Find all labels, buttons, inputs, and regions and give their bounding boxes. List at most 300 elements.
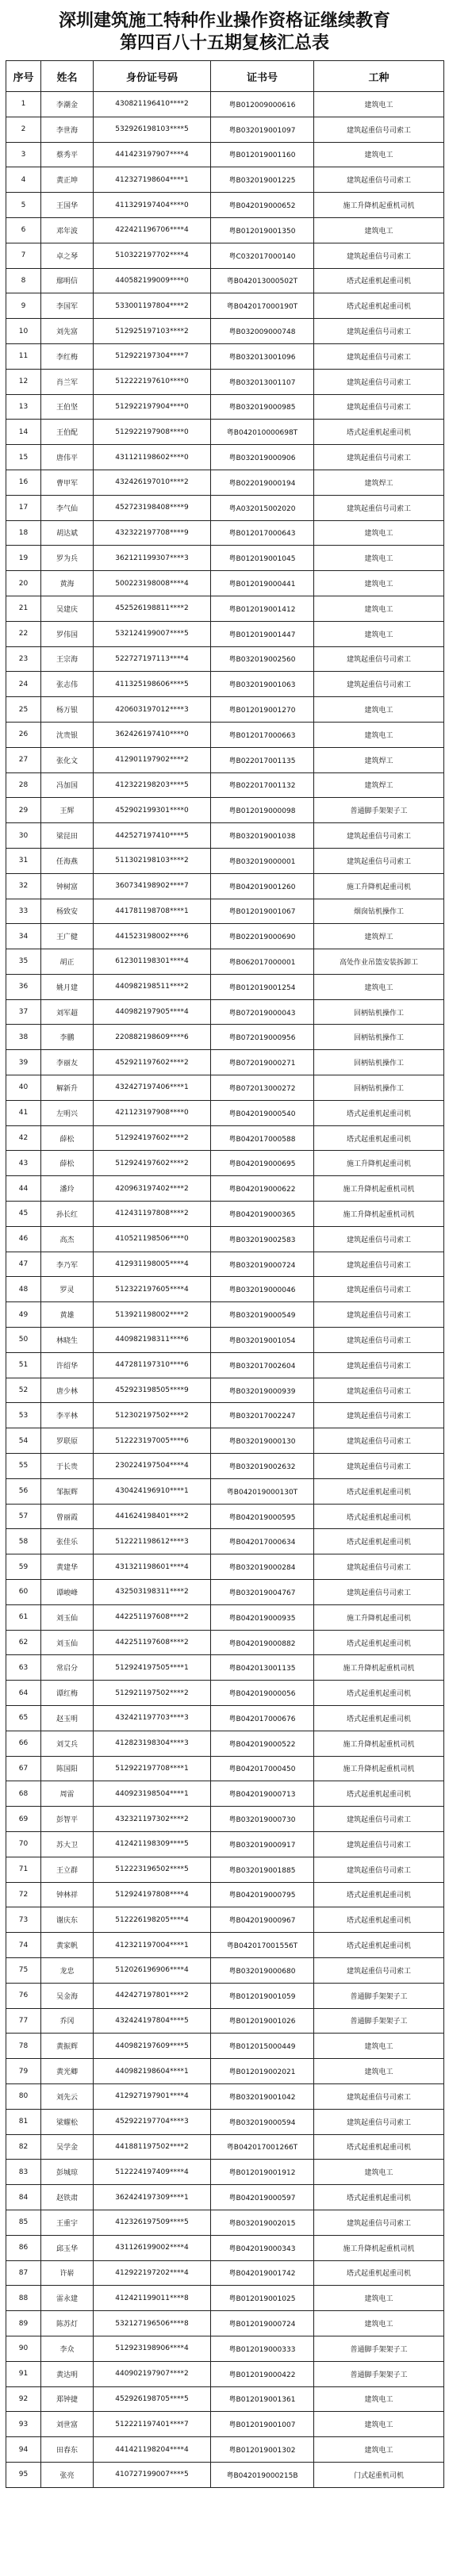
cell-job: 施工升降机起重司机 — [314, 1151, 444, 1176]
cell-job: 建筑起重信号司索工 — [314, 2109, 444, 2134]
cell-id: 442527197410****5 — [94, 823, 211, 849]
cell-no: 36 — [6, 974, 41, 999]
cell-job: 建筑电工 — [314, 571, 444, 596]
table-row — [6, 974, 444, 999]
review-summary-table — [6, 60, 444, 2488]
cell-job: 门式起重机司机 — [314, 2462, 444, 2487]
cell-id: 452922197704****3 — [94, 2109, 211, 2134]
table-row — [6, 2109, 444, 2134]
table-row — [6, 873, 444, 899]
table-row — [6, 2160, 444, 2185]
cell-no: 27 — [6, 747, 41, 772]
cell-no: 69 — [6, 1807, 41, 1832]
cell-name: 刘玉仙 — [41, 1604, 94, 1630]
cell-name: 刘玉仙 — [41, 1630, 94, 1655]
cell-cert: 粤B042019000522 — [211, 1731, 314, 1756]
cell-no: 16 — [6, 470, 41, 495]
cell-id: 362426197410****0 — [94, 722, 211, 747]
cell-cert: 粤B072019000271 — [211, 1050, 314, 1075]
cell-job: 建筑起重信号司索工 — [314, 1554, 444, 1580]
cell-cert: 粤B042019000343 — [211, 2235, 314, 2260]
cell-no: 17 — [6, 495, 41, 520]
cell-name: 许崭 — [41, 2260, 94, 2286]
cell-id: 220882198609****6 — [94, 1025, 211, 1050]
cell-cert: 粤B042019000967 — [211, 1907, 314, 1933]
cell-name: 吴建庆 — [41, 596, 94, 621]
table-row — [6, 1050, 444, 1075]
table-row — [6, 1277, 444, 1302]
cell-cert: 粤B032019002632 — [211, 1454, 314, 1479]
cell-id: 412922197202****4 — [94, 2260, 211, 2286]
cell-name: 邹振辉 — [41, 1478, 94, 1504]
table-row — [6, 2134, 444, 2160]
cell-id: 452902199301****0 — [94, 798, 211, 823]
cell-cert: 粤B012019000333 — [211, 2336, 314, 2361]
table-row — [6, 2210, 444, 2235]
cell-cert: 粤B032019000939 — [211, 1378, 314, 1403]
cell-job: 建筑电工 — [314, 2412, 444, 2437]
cell-job: 塔式起重机起重司机 — [314, 1125, 444, 1151]
cell-id: 412322198203****5 — [94, 772, 211, 798]
table-row — [6, 520, 444, 546]
cell-no: 74 — [6, 1933, 41, 1958]
cell-cert: 粤B042019000597 — [211, 2185, 314, 2210]
cell-job: 塔式起重机起重司机 — [314, 1882, 444, 1907]
table-row — [6, 1554, 444, 1580]
table-row — [6, 2437, 444, 2463]
cell-id: 512221197401****7 — [94, 2412, 211, 2437]
cell-id: 441881197502****2 — [94, 2134, 211, 2160]
cell-cert: 粤B042019000652 — [211, 193, 314, 218]
cell-cert: 粤B062017000001 — [211, 949, 314, 975]
cell-job: 建筑电工 — [314, 2059, 444, 2084]
table-row — [6, 1302, 444, 1328]
cell-name: 陈国阳 — [41, 1756, 94, 1781]
table-row — [6, 1226, 444, 1252]
table-row — [6, 117, 444, 142]
table-row — [6, 445, 444, 470]
cell-no: 39 — [6, 1050, 41, 1075]
cell-id: 440982197905****4 — [94, 999, 211, 1025]
cell-id: 412421199011****8 — [94, 2286, 211, 2311]
cell-name: 张化文 — [41, 747, 94, 772]
cell-name: 李气仙 — [41, 495, 94, 520]
cell-id: 441523198002****6 — [94, 924, 211, 949]
cell-id: 511302198103****2 — [94, 848, 211, 873]
cell-job: 建筑起重信号司索工 — [314, 1403, 444, 1428]
cell-name: 王重宇 — [41, 2210, 94, 2235]
cell-job: 建筑起重信号司索工 — [314, 1957, 444, 1983]
cell-no: 19 — [6, 546, 41, 571]
cell-name: 冯加国 — [41, 772, 94, 798]
table-row — [6, 1957, 444, 1983]
table-row — [6, 2286, 444, 2311]
cell-id: 500223198008****4 — [94, 571, 211, 596]
cell-no: 5 — [6, 193, 41, 218]
cell-no: 95 — [6, 2462, 41, 2487]
table-row — [6, 2311, 444, 2336]
cell-job: 建筑电工 — [314, 217, 444, 243]
cell-no: 94 — [6, 2437, 41, 2463]
cell-id: 430821196410****2 — [94, 92, 211, 117]
cell-name: 黄光卿 — [41, 2059, 94, 2084]
cell-id: 512924197505****1 — [94, 1655, 211, 1681]
cell-name: 曹甲军 — [41, 470, 94, 495]
cell-id: 432503198311****2 — [94, 1580, 211, 1605]
cell-job: 塔式起重机起重司机 — [314, 420, 444, 445]
cell-name: 谭峻峰 — [41, 1580, 94, 1605]
cell-cert: 粤B012019001007 — [211, 2412, 314, 2437]
cell-cert: 粤B042019000713 — [211, 1781, 314, 1807]
cell-cert: 粤B042017001266T — [211, 2134, 314, 2160]
cell-cert: 粤B032019000730 — [211, 1807, 314, 1832]
cell-job: 普通脚手架架子工 — [314, 798, 444, 823]
cell-id: 431121198602****0 — [94, 445, 211, 470]
table-row — [6, 1807, 444, 1832]
cell-id: 431321198601****4 — [94, 1554, 211, 1580]
cell-id: 533001197804****2 — [94, 293, 211, 319]
cell-name: 林晓生 — [41, 1328, 94, 1353]
cell-job: 施工升降机起重机司机 — [314, 2235, 444, 2260]
cell-no: 20 — [6, 571, 41, 596]
cell-cert: 粤B042019001260 — [211, 873, 314, 899]
cell-id: 512221198612****3 — [94, 1529, 211, 1554]
cell-no: 13 — [6, 394, 41, 420]
cell-cert: 粤B012015000449 — [211, 2034, 314, 2059]
cell-no: 6 — [6, 217, 41, 243]
table-row — [6, 848, 444, 873]
cell-no: 1 — [6, 92, 41, 117]
cell-id: 420603197012****3 — [94, 697, 211, 723]
cell-no: 40 — [6, 1075, 41, 1101]
cell-name: 黄正坤 — [41, 167, 94, 193]
cell-name: 赵玉明 — [41, 1706, 94, 1731]
table-row — [6, 142, 444, 167]
cell-job: 建筑起重信号司索工 — [314, 1807, 444, 1832]
cell-name: 王广健 — [41, 924, 94, 949]
cell-cert: 粤B032013001107 — [211, 369, 314, 394]
cell-job: 建筑电工 — [314, 722, 444, 747]
table-row — [6, 999, 444, 1025]
cell-no: 60 — [6, 1580, 41, 1605]
table-row — [6, 167, 444, 193]
table-row — [6, 924, 444, 949]
cell-name: 邓年波 — [41, 217, 94, 243]
cell-cert: 粤B022017001135 — [211, 747, 314, 772]
cell-id: 452723198408****9 — [94, 495, 211, 520]
cell-name: 王辉 — [41, 798, 94, 823]
cell-name: 孙长红 — [41, 1202, 94, 1227]
cell-cert: 粤B012019001412 — [211, 596, 314, 621]
cell-no: 26 — [6, 722, 41, 747]
table-row — [6, 1151, 444, 1176]
cell-name: 钟林祥 — [41, 1882, 94, 1907]
cell-no: 30 — [6, 823, 41, 849]
cell-id: 441421198204****4 — [94, 2437, 211, 2463]
cell-id: 452921197602****2 — [94, 1050, 211, 1075]
cell-no: 54 — [6, 1428, 41, 1454]
cell-job: 塔式起重机起重司机 — [314, 1681, 444, 1706]
table-row — [6, 319, 444, 344]
table-row — [6, 672, 444, 697]
cell-name: 解新升 — [41, 1075, 94, 1101]
table-row — [6, 2083, 444, 2109]
cell-cert: 粤B022017001132 — [211, 772, 314, 798]
cell-cert: 粤B032019001042 — [211, 2083, 314, 2109]
cell-id: 512922197908****0 — [94, 420, 211, 445]
cell-id: 512921197502****2 — [94, 1681, 211, 1706]
cell-name: 梁昆田 — [41, 823, 94, 849]
cell-id: 432427197406****1 — [94, 1075, 211, 1101]
cell-cert: 粤B042017000588 — [211, 1125, 314, 1151]
cell-name: 罗灵 — [41, 1277, 94, 1302]
cell-no: 8 — [6, 268, 41, 293]
cell-no: 48 — [6, 1277, 41, 1302]
cell-job: 建筑电工 — [314, 2437, 444, 2463]
cell-name: 李世海 — [41, 117, 94, 142]
cell-cert: 粤B032017002247 — [211, 1403, 314, 1428]
cell-job: 建筑起重信号司索工 — [314, 1580, 444, 1605]
cell-job: 施工升降机起重司机 — [314, 1604, 444, 1630]
cell-cert: 粤B042017000634 — [211, 1529, 314, 1554]
cell-id: 512924197602****2 — [94, 1151, 211, 1176]
cell-job: 建筑起重信号司索工 — [314, 1831, 444, 1857]
cell-cert: 粤B032019002583 — [211, 1226, 314, 1252]
cell-name: 郑钟捷 — [41, 2386, 94, 2412]
cell-name: 刘军超 — [41, 999, 94, 1025]
cell-job: 施工升降机起重机司机 — [314, 1202, 444, 1227]
table-row — [6, 621, 444, 646]
cell-id: 442251197608****2 — [94, 1630, 211, 1655]
cell-id: 512922197904****0 — [94, 394, 211, 420]
cell-job: 建筑起重信号司索工 — [314, 117, 444, 142]
cell-name: 姚月建 — [41, 974, 94, 999]
cell-id: 512224197409****4 — [94, 2160, 211, 2185]
cell-job: 建筑起重信号司索工 — [314, 1378, 444, 1403]
cell-name: 李鹏 — [41, 1025, 94, 1050]
cell-id: 412927197901****4 — [94, 2083, 211, 2109]
cell-cert: 粤B012019001912 — [211, 2160, 314, 2185]
cell-no: 49 — [6, 1302, 41, 1328]
cell-no: 51 — [6, 1352, 41, 1378]
table-row — [6, 1604, 444, 1630]
cell-job: 建筑起重信号司索工 — [314, 2083, 444, 2109]
cell-no: 53 — [6, 1403, 41, 1428]
cell-cert: 粤B042019001742 — [211, 2260, 314, 2286]
cell-cert: 粤B032019001038 — [211, 823, 314, 849]
cell-id: 421123197908****0 — [94, 1100, 211, 1125]
cell-no: 10 — [6, 319, 41, 344]
table-row — [6, 1252, 444, 1277]
table-row — [6, 596, 444, 621]
table-row — [6, 747, 444, 772]
cell-name: 李众 — [41, 2336, 94, 2361]
cell-id: 412823198304****3 — [94, 1731, 211, 1756]
cell-id: 440982198311****6 — [94, 1328, 211, 1353]
cell-id: 440982197609****5 — [94, 2034, 211, 2059]
table-row — [6, 420, 444, 445]
cell-cert: 粤B032009000748 — [211, 319, 314, 344]
cell-id: 430424196910****1 — [94, 1478, 211, 1504]
cell-cert: 粤B012019001067 — [211, 899, 314, 924]
table-row — [6, 1580, 444, 1605]
cell-name: 彭城琼 — [41, 2160, 94, 2185]
cell-job: 建筑电工 — [314, 546, 444, 571]
cell-no: 90 — [6, 2336, 41, 2361]
cell-cert: 粤B012019000098 — [211, 798, 314, 823]
cell-job: 塔式起重机起重司机 — [314, 2260, 444, 2286]
cell-job: 建筑起重信号司索工 — [314, 1302, 444, 1328]
cell-cert: 粤B032019000985 — [211, 394, 314, 420]
cell-cert: 粤B012019000724 — [211, 2311, 314, 2336]
header-no: 序号 — [6, 61, 41, 92]
cell-cert: 粤B042013001135 — [211, 1655, 314, 1681]
cell-name: 胡正 — [41, 949, 94, 975]
table-row — [6, 1428, 444, 1454]
header-name: 姓名 — [41, 61, 94, 92]
table-row — [6, 2336, 444, 2361]
cell-job: 塔式起重机起重司机 — [314, 1933, 444, 1958]
cell-cert: 粤B032019000680 — [211, 1957, 314, 1983]
cell-job: 施工升降机起重机司机 — [314, 1731, 444, 1756]
cell-id: 410727199007****5 — [94, 2462, 211, 2487]
cell-cert: 粤B032017002604 — [211, 1352, 314, 1378]
cell-job: 施工升降机起重机司机 — [314, 1756, 444, 1781]
cell-no: 92 — [6, 2386, 41, 2412]
cell-job: 塔式起重机起重司机 — [314, 1706, 444, 1731]
cell-name: 雷永建 — [41, 2286, 94, 2311]
cell-cert: 粤B012019001025 — [211, 2286, 314, 2311]
cell-no: 91 — [6, 2361, 41, 2386]
table-header-row — [6, 61, 444, 92]
cell-cert: 粤B032019001885 — [211, 1857, 314, 1882]
cell-id: 512923198906****4 — [94, 2336, 211, 2361]
cell-cert: 粤B032019001054 — [211, 1328, 314, 1353]
cell-cert: 粤B042017001556T — [211, 1933, 314, 1958]
cell-job: 建筑起重信号司索工 — [314, 1277, 444, 1302]
table-row — [6, 1176, 444, 1202]
cell-id: 512922197708****1 — [94, 1756, 211, 1781]
cell-job: 塔式起重机起重司机 — [314, 1504, 444, 1529]
table-row — [6, 1202, 444, 1227]
cell-no: 42 — [6, 1125, 41, 1151]
cell-cert: 粤B012019001447 — [211, 621, 314, 646]
cell-no: 86 — [6, 2235, 41, 2260]
cell-no: 85 — [6, 2210, 41, 2235]
cell-id: 412326197509****5 — [94, 2210, 211, 2235]
table-row — [6, 1328, 444, 1353]
cell-cert: 粤B042019000622 — [211, 1176, 314, 1202]
cell-job: 塔式起重机起重司机 — [314, 2134, 444, 2160]
cell-no: 31 — [6, 848, 41, 873]
cell-job: 塔式起重机起重司机 — [314, 1630, 444, 1655]
table-row — [6, 470, 444, 495]
cell-job: 建筑电工 — [314, 2311, 444, 2336]
cell-no: 76 — [6, 1983, 41, 2008]
cell-id: 420963197402****2 — [94, 1176, 211, 1202]
cell-no: 24 — [6, 672, 41, 697]
cell-id: 452926198705****5 — [94, 2386, 211, 2412]
cell-name: 张亮 — [41, 2462, 94, 2487]
table-row — [6, 2059, 444, 2084]
table-row — [6, 394, 444, 420]
cell-id: 441624198401****2 — [94, 1504, 211, 1529]
cell-id: 412321197004****1 — [94, 1933, 211, 1958]
cell-job: 建筑起重信号司索工 — [314, 823, 444, 849]
cell-cert: 粤B072019000956 — [211, 1025, 314, 1050]
cell-name: 罗联原 — [41, 1428, 94, 1454]
cell-no: 23 — [6, 646, 41, 672]
cell-job: 建筑电工 — [314, 974, 444, 999]
cell-name: 王国华 — [41, 193, 94, 218]
cell-name: 吴金海 — [41, 1983, 94, 2008]
cell-job: 建筑焊工 — [314, 470, 444, 495]
cell-no: 32 — [6, 873, 41, 899]
cell-cert: 粤B042019000540 — [211, 1100, 314, 1125]
cell-no: 71 — [6, 1857, 41, 1882]
cell-id: 411325198606****5 — [94, 672, 211, 697]
cell-cert: 粤B012009000616 — [211, 92, 314, 117]
cell-cert: 粤B012019001270 — [211, 697, 314, 723]
cell-no: 38 — [6, 1025, 41, 1050]
cell-cert: 粤B042019000056 — [211, 1681, 314, 1706]
cell-no: 61 — [6, 1604, 41, 1630]
cell-cert: 粤B012019000441 — [211, 571, 314, 596]
cell-no: 88 — [6, 2286, 41, 2311]
cell-job: 建筑电工 — [314, 2160, 444, 2185]
cell-cert: 粤B042019000795 — [211, 1882, 314, 1907]
cell-cert: 粤B032019000594 — [211, 2109, 314, 2134]
cell-no: 37 — [6, 999, 41, 1025]
cell-cert: 粤B032019000906 — [211, 445, 314, 470]
cell-no: 65 — [6, 1706, 41, 1731]
table-row — [6, 2034, 444, 2059]
table-row — [6, 1655, 444, 1681]
cell-no: 7 — [6, 243, 41, 268]
cell-cert: 粤B032019000130 — [211, 1428, 314, 1454]
cell-name: 李丽友 — [41, 1050, 94, 1075]
cell-id: 532127196506****8 — [94, 2311, 211, 2336]
cell-job: 建筑电工 — [314, 697, 444, 723]
cell-no: 83 — [6, 2160, 41, 2185]
cell-name: 黄雄 — [41, 1302, 94, 1328]
cell-job: 建筑起重信号司索工 — [314, 394, 444, 420]
cell-no: 25 — [6, 697, 41, 723]
cell-job: 塔式起重机起重司机 — [314, 1907, 444, 1933]
table-row — [6, 1075, 444, 1101]
cell-job: 建筑焊工 — [314, 747, 444, 772]
cell-id: 512223197005****6 — [94, 1428, 211, 1454]
cell-name: 胡达斌 — [41, 520, 94, 546]
cell-no: 67 — [6, 1756, 41, 1781]
cell-name: 刘先云 — [41, 2083, 94, 2109]
cell-no: 14 — [6, 420, 41, 445]
cell-id: 532124199007****5 — [94, 621, 211, 646]
table-row — [6, 1933, 444, 1958]
cell-id: 412901197902****2 — [94, 747, 211, 772]
cell-no: 52 — [6, 1378, 41, 1403]
cell-name: 吴学金 — [41, 2134, 94, 2160]
cell-job: 建筑电工 — [314, 621, 444, 646]
cell-cert: 粤B012019001350 — [211, 217, 314, 243]
cell-job: 施工升降机起重机司机 — [314, 1655, 444, 1681]
cell-id: 362424197309****1 — [94, 2185, 211, 2210]
cell-cert: 粤B072013000272 — [211, 1075, 314, 1101]
cell-name: 谢庆东 — [41, 1907, 94, 1933]
cell-id: 362121199307****3 — [94, 546, 211, 571]
cell-no: 58 — [6, 1529, 41, 1554]
cell-name: 田春东 — [41, 2437, 94, 2463]
